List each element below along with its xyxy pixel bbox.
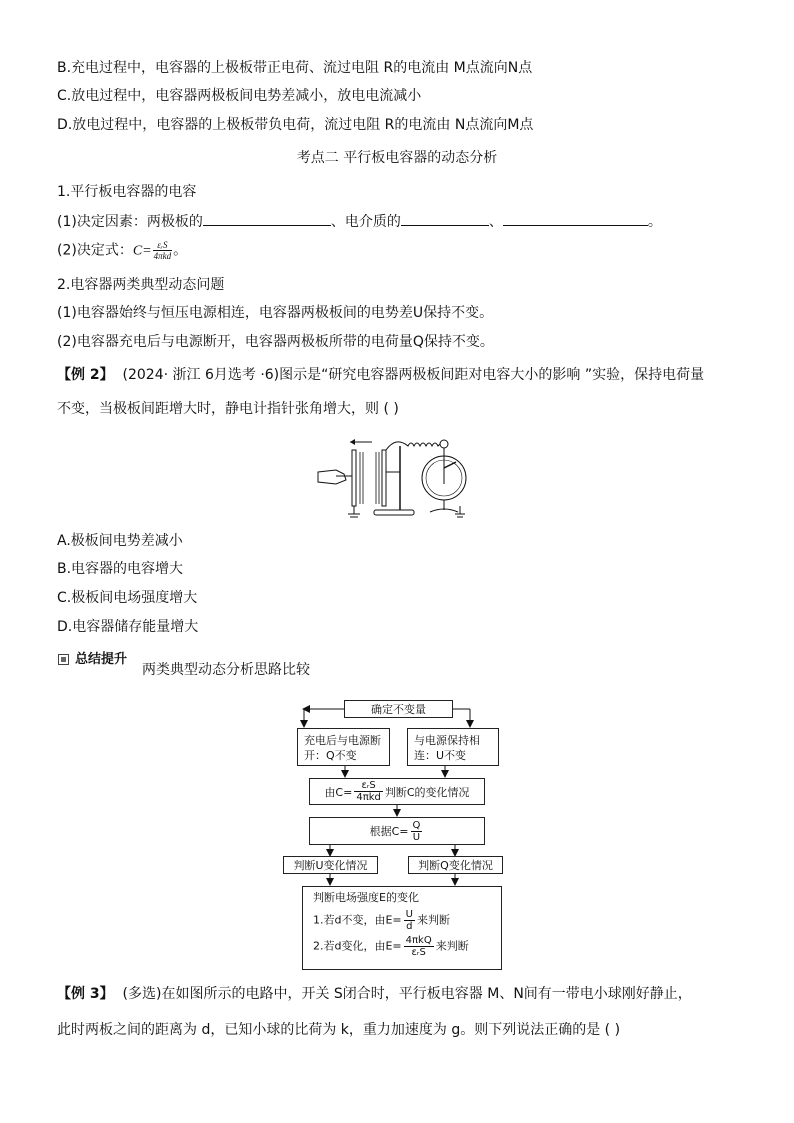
flow-final2-suffix: 来判断 xyxy=(435,939,469,953)
factors-sep: 、 xyxy=(488,214,503,230)
flow-step2-fraction xyxy=(354,780,383,803)
factors-end: 。 xyxy=(647,214,662,230)
example3-line2: 此时两板之间的距离为 d，已知小球的比荷为 k，重力加速度为 g。则下列说法正确的是 ( ) xyxy=(57,1022,621,1038)
example3-tag: 【例 3】 xyxy=(57,986,114,1002)
flow-disconnected: 充电后与电源断开：Q不变 xyxy=(297,728,390,766)
flow-according-c xyxy=(309,817,485,845)
flow-judge-u: 判断U变化情况 xyxy=(283,856,378,874)
formula-denominator: 4πkd xyxy=(153,251,172,261)
flow-final1-fraction xyxy=(404,909,415,932)
point2-item2: (2)电容器充电后与电源断开，电容器两极板所带的电荷量Q保持不变。 xyxy=(57,334,494,350)
example3-line1 xyxy=(57,984,692,1004)
flow-final1-prefix: 1.若d不变，由E= xyxy=(313,913,402,927)
flow-determine-invariant: 确定不变量 xyxy=(344,700,453,718)
flow-final1-den: d xyxy=(406,921,413,932)
summary-subtitle: 两类典型动态分析思路比较 xyxy=(142,662,310,678)
flow-judge-q: 判断Q变化情况 xyxy=(408,856,503,874)
formula-c: C= xyxy=(132,243,152,259)
option-d-prev: D.放电过程中，电容器的上极板带负电荷，流过电阻 R的电流由 N点流向M点 xyxy=(57,117,534,133)
flow-step2-prefix: 由C= xyxy=(324,785,353,799)
example2-option-b: B.电容器的电容增大 xyxy=(57,561,184,577)
flow-judge-e xyxy=(302,886,502,970)
point1-heading: 1.平行板电容器的电容 xyxy=(57,184,197,200)
formula-end: 。 xyxy=(173,242,188,259)
flow-final-case2 xyxy=(313,935,491,958)
flow-connected: 与电源保持相连：U不变 xyxy=(407,728,499,766)
flow-step3-den: U xyxy=(412,831,421,843)
flow-step2-num: εᵣS xyxy=(354,780,383,792)
flow-final2-num: 4πkQ xyxy=(405,935,432,946)
factors-prefix: (1)决定因素：两极板的 xyxy=(57,214,203,230)
flow-step2-suffix: 判断C的变化情况 xyxy=(384,785,470,799)
flow-final-case1 xyxy=(313,909,491,932)
summary-label: 总结提升 xyxy=(75,652,128,667)
example2-option-a: A.极板间电势差减小 xyxy=(57,533,183,549)
example2-option-c: C.极板间电场强度增大 xyxy=(57,590,198,606)
formula-prefix: (2)决定式： xyxy=(57,242,133,259)
section-title: 考点二 平行板电容器的动态分析 xyxy=(296,150,498,166)
flow-final2-fraction xyxy=(404,935,434,958)
flow-final-title: 判断电场强度E的变化 xyxy=(313,891,419,904)
formula-numerator: εᵣS xyxy=(153,240,173,251)
flow-final2-prefix: 2.若d变化，由E= xyxy=(313,939,402,953)
point2-heading: 2.电容器两类典型动态问题 xyxy=(57,277,225,293)
flow-final2-den: εᵣS xyxy=(411,947,426,958)
option-c-prev: C.放电过程中，电容器两极板间电势差减小，放电电流减小 xyxy=(57,88,422,104)
example2-tag: 【例 2】 xyxy=(57,367,114,383)
factors-mid: 、电介质的 xyxy=(330,214,401,230)
flow-judge-c xyxy=(309,778,485,805)
flow-step3-fraction xyxy=(411,820,423,843)
flow-final1-suffix: 来判断 xyxy=(416,913,450,927)
example2-text1: (2024· 浙江 6月选考 ·6)图示是“研究电容器两极板间距对电容大小的影响 ”实验，保持电荷量 xyxy=(122,367,705,383)
flow-final1-num: U xyxy=(405,909,413,920)
example2-option-d: D.电容器储存能量增大 xyxy=(57,619,199,635)
example3-text1: (多选)在如图所示的电路中，开关 S闭合时，平行板电容器 M、N间有一带电小球刚好静止， xyxy=(122,986,692,1002)
option-b-prev: B.充电过程中，电容器的上极板带正电荷、流过电阻 R的电流由 M点流向N点 xyxy=(57,60,533,76)
point2-item1: (1)电容器始终与恒压电源相连，电容器两极板间的电势差U保持不变。 xyxy=(57,305,494,321)
flow-step3-prefix: 根据C= xyxy=(369,825,409,838)
example2-line2: 不变，当极板间距增大时，静电计指针张角增大，则 ( ) xyxy=(57,401,399,417)
flow-step2-den: 4πkd xyxy=(356,792,381,803)
flow-step3-num: Q xyxy=(412,819,421,831)
